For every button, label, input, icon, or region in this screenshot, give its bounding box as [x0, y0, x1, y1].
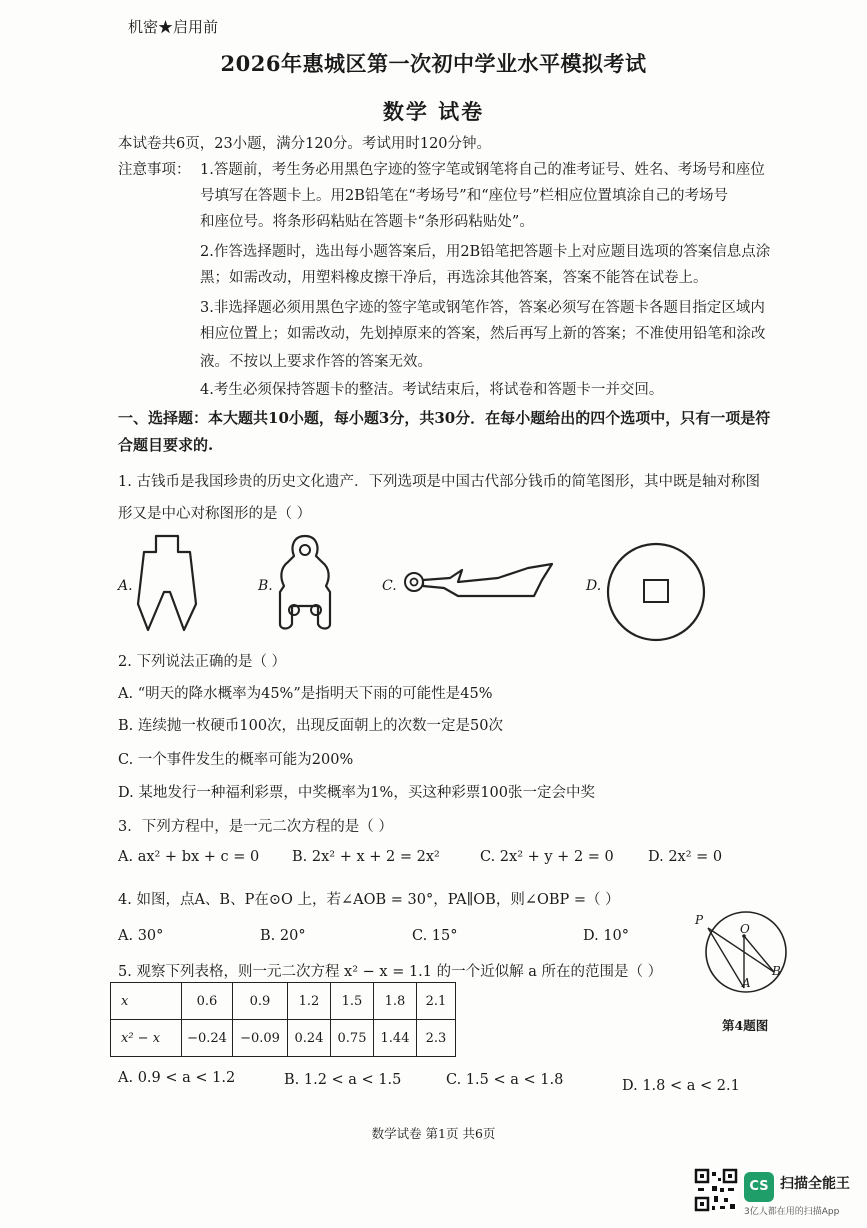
q1-option-b-label: B. — [258, 578, 273, 594]
q2-option-a: A. “明天的降水概率为45%”是指明天下雨的可能性是45% — [118, 686, 493, 702]
scanner-app-name: 扫描全能王 — [780, 1176, 850, 1192]
table-row — [111, 983, 456, 1020]
q4-point-b-label: B — [772, 964, 781, 978]
q2-option-b: B. 连续抛一枚硬币100次，出现反面朝上的次数一定是50次 — [118, 718, 503, 734]
table-cell: 1.44 — [374, 1020, 417, 1057]
q5-option-c: C. 1.5 < a < 1.8 — [446, 1072, 564, 1088]
q4-option-c: C. 15° — [412, 928, 458, 944]
notice-line: 4.考生必须保持答题卡的整洁。考试结束后，将试卷和答题卡一并交回。 — [200, 382, 664, 398]
q1-option-c-label: C. — [382, 578, 397, 594]
table-cell: 2.1 — [417, 983, 456, 1020]
notice-line: 2.作答选择题时，选出每小题答案后，用2B铅笔把答题卡上对应题目选项的答案信息点涂 — [200, 244, 771, 260]
q4-point-p-label: P — [695, 913, 704, 927]
q1-stem: 1. 古钱币是我国珍贵的历史文化遗产．下列选项是中国古代部分钱币的简笔图形，其中既是轴对称图 — [118, 474, 760, 490]
q5-option-d: D. 1.8 < a < 2.1 — [622, 1078, 740, 1094]
table-cell: 2.3 — [417, 1020, 456, 1057]
table-cell: 0.9 — [233, 983, 288, 1020]
coin-knife-figure — [398, 552, 558, 608]
secret-label: 机密★启用前 — [128, 18, 219, 36]
q2-option-c: C. 一个事件发生的概率可能为200% — [118, 752, 354, 768]
section-heading-cont: 合题目要求的. — [118, 436, 214, 454]
q3-stem: 3．下列方程中，是一元二次方程的是（ ） — [118, 819, 393, 835]
camscanner-logo-icon: CS — [744, 1172, 774, 1202]
q3-option-d: D. 2x² = 0 — [648, 849, 723, 865]
notice-line: 液。不按以上要求作答的答案无效。 — [200, 354, 432, 370]
table-cell: 0.75 — [331, 1020, 374, 1057]
q1-stem-cont: 形又是中心对称图形的是（ ） — [118, 506, 312, 522]
table-cell: 1.5 — [331, 983, 374, 1020]
q2-stem: 2. 下列说法正确的是（ ） — [118, 654, 287, 670]
exam-title: 2026年惠城区第一次初中学业水平模拟考试 — [220, 51, 647, 76]
q4-option-a: A. 30° — [118, 928, 164, 944]
table-cell: 1.8 — [374, 983, 417, 1020]
table-cell: 1.2 — [288, 983, 331, 1020]
table-cell: x — [111, 983, 182, 1020]
notice-line: 黑；如需改动，用塑料橡皮擦干净后，再选涂其他答案，答案不能答在试卷上。 — [200, 270, 708, 286]
q2-option-d: D. 某地发行一种福利彩票，中奖概率为1%，买这种彩票100张一定会中奖 — [118, 785, 596, 801]
q1-option-d-label: D. — [586, 578, 602, 594]
q5-option-b: B. 1.2 < a < 1.5 — [284, 1072, 402, 1088]
table-cell: 0.24 — [288, 1020, 331, 1057]
q4-option-d: D. 10° — [583, 928, 630, 944]
notice-intro: 本试卷共6页，23小题，满分120分。考试用时120分钟。 — [118, 136, 492, 152]
coin-figure-b — [270, 528, 340, 638]
q4-option-b: B. 20° — [260, 928, 306, 944]
notice-line: 1.答题前，考生务必用黑色字迹的签字笔或钢笔将自己的准考证号、姓名、考场号和座位 — [200, 162, 765, 178]
notice-line: 3.非选择题必须用黑色字迹的签字笔或钢笔作答，答案必须写在答题卡各题目指定区域内 — [200, 300, 765, 316]
q5-option-a: A. 0.9 < a < 1.2 — [118, 1070, 236, 1086]
q3-option-a: A. ax² + bx + c = 0 — [118, 849, 260, 865]
q5-value-table — [110, 982, 456, 1057]
table-cell: 0.6 — [182, 983, 233, 1020]
coin-spade-figure — [134, 530, 204, 640]
q4-stem: 4. 如图，点A、B、P在⊙O 上，若∠AOB = 30°，PA∥OB，则∠OBP =（ ） — [118, 892, 620, 908]
q4-figure-caption: 第4题图 — [722, 1018, 769, 1033]
notice-line: 和座位号。将条形码粘贴在答题卡“条形码粘贴处”。 — [200, 214, 534, 230]
table-cell: −0.09 — [233, 1020, 288, 1057]
scanner-tagline: 3亿人都在用的扫描App — [744, 1207, 840, 1217]
table-row — [111, 1020, 456, 1057]
q4-point-a-label: A — [742, 976, 751, 990]
table-cell: −0.24 — [182, 1020, 233, 1057]
exam-subtitle: 数学 试卷 — [382, 99, 485, 124]
notice-line: 相应位置上；如需改动，先划掉原来的答案，然后再写上新的答案；不准使用铅笔和涂改 — [200, 326, 766, 342]
q1-option-a-label: A. — [118, 578, 133, 594]
table-cell: x² − x — [111, 1020, 182, 1057]
qr-code-icon — [694, 1168, 738, 1212]
section-heading: 一、选择题：本大题共10小题，每小题3分，共30分．在每小题给出的四个选项中，只有一项是符 — [118, 409, 771, 427]
coin-round-figure — [604, 540, 708, 644]
q5-stem: 5. 观察下列表格，则一元二次方程 x² − x = 1.1 的一个近似解 a 所在的范围是（ ） — [118, 964, 663, 980]
page-footer: 数学试卷 第1页 共6页 — [371, 1126, 496, 1141]
q3-option-c: C. 2x² + y + 2 = 0 — [480, 849, 614, 865]
notice-label: 注意事项： — [118, 162, 191, 178]
q4-point-o-label: O — [740, 922, 750, 936]
q3-option-b: B. 2x² + x + 2 = 2x² — [292, 849, 440, 865]
notice-line: 号填写在答题卡上。用2B铅笔在“考场号”和“座位号”栏相应位置填涂自己的考场号 — [200, 188, 729, 204]
